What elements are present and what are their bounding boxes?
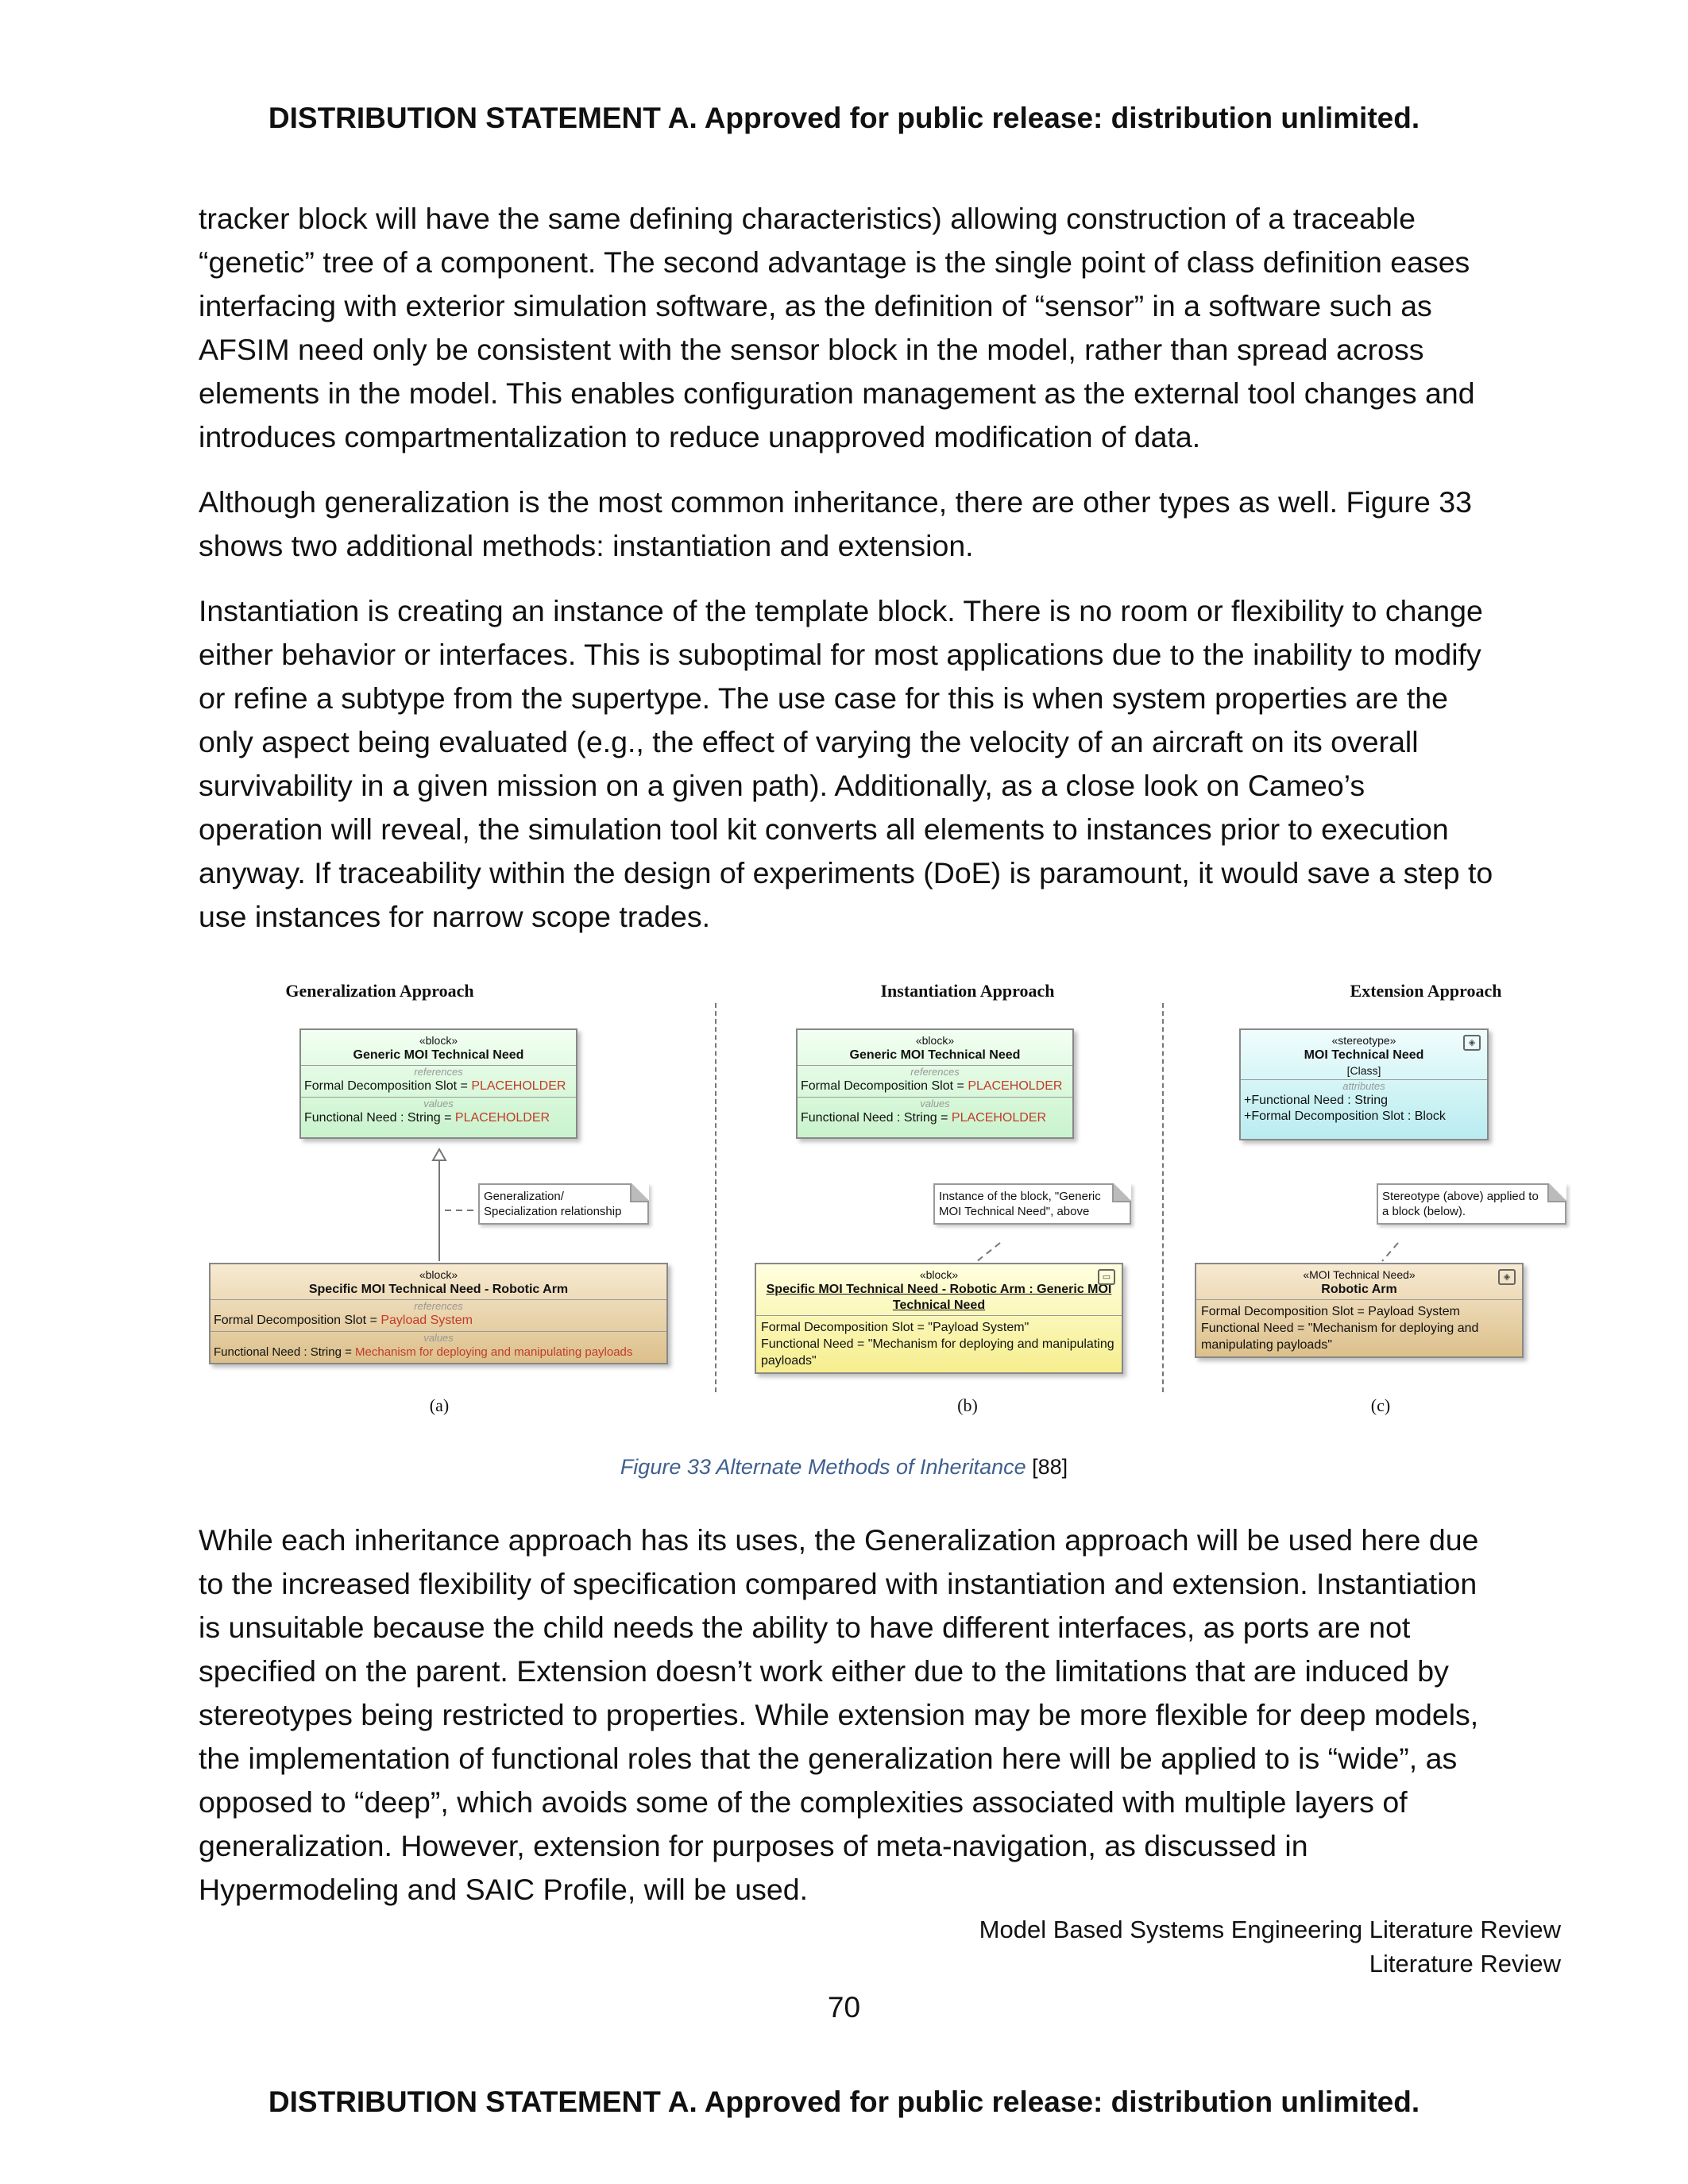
slot-value: Formal Decomposition Slot = Payload System (1201, 1305, 1460, 1318)
distribution-statement-top: DISTRIBUTION STATEMENT A. Approved for public release: distribution unlimited. (268, 102, 1420, 134)
slot-value: Formal Decomposition Slot = "Payload System" (761, 1321, 1029, 1334)
section-label: references (910, 1066, 960, 1078)
property-value: PLACEHOLDER (471, 1079, 566, 1093)
footer-line: Literature Review (1369, 1950, 1561, 1978)
block-name: MOI Technical Need (1304, 1048, 1424, 1062)
metaclass-label: [Class] (1346, 1064, 1381, 1077)
property-key: Formal Decomposition Slot = (304, 1079, 472, 1093)
section-label: references (414, 1300, 463, 1312)
panel-separator (715, 1003, 717, 1392)
footer-title (979, 1912, 1561, 1981)
paragraph: tracker block will have the same defining characteristics) allowing construction of a traceable “genetic” tree of a component. The second advantage is the single point of class definition eases interfacing with exterior simulation software, as the definition of “sensor” in a software such as AFSIM need only be consistent with the sensor block in the model, rather than spread across elements in the model. This enables configuration management as the external tool changes and introduces compartmentalization to reduce unapproved modification of data. (199, 202, 1475, 453)
property-key: Formal Decomposition Slot = (214, 1314, 381, 1327)
generalization-note: Generalization/ Specialization relationship (478, 1183, 649, 1225)
caption-reference: [88] (1032, 1455, 1068, 1479)
instantiation-note: Instance of the block, "Generic MOI Technical Need", above (933, 1183, 1131, 1225)
distribution-statement-bottom: DISTRIBUTION STATEMENT A. Approved for public release: distribution unlimited. (268, 2086, 1420, 2118)
figure-label-c: (c) (1370, 1395, 1391, 1415)
extension-title: Extension Approach (1350, 981, 1502, 1001)
property-value: Mechanism for deploying and manipulating payloads (355, 1345, 633, 1359)
section-label: values (423, 1098, 454, 1109)
figure-label-b: (b) (957, 1395, 978, 1415)
property-key: Functional Need : String = (801, 1111, 952, 1125)
property-value: PLACEHOLDER (968, 1079, 1063, 1093)
instance-block-b (755, 1263, 1123, 1374)
stereotype-label: «MOI Technical Need» (1303, 1268, 1416, 1281)
slot-value: Functional Need = "Mechanism for deploying and manipulating payloads" (761, 1337, 1114, 1368)
paragraph: Although generalization is the most common inheritance, there are other types as well. Figure 33 shows two additional methods: instantiation and extension. (199, 485, 1472, 562)
block-name: Generic MOI Technical Need (353, 1048, 524, 1062)
generic-block-a (299, 1028, 577, 1139)
stereotype-label: «block» (419, 1034, 458, 1047)
section-label: attributes (1342, 1080, 1385, 1092)
instance-icon: ▭ (1098, 1269, 1115, 1285)
generalization-arrowhead (433, 1149, 446, 1160)
stereotype-label: «stereotype» (1331, 1034, 1396, 1047)
attribute-row: +Formal Decomposition Slot : Block (1244, 1109, 1446, 1123)
section-label: references (414, 1066, 463, 1078)
note-anchor-line-c (1382, 1243, 1398, 1261)
instance-name: Specific MOI Technical Need - Robotic Arm : Generic MOI Technical Need (766, 1283, 1112, 1312)
panel-separator (1162, 1003, 1164, 1392)
figure-caption (0, 1455, 1688, 1480)
property-key: Functional Need : String = (304, 1111, 455, 1125)
property-value: PLACEHOLDER (951, 1111, 1047, 1125)
body-text-top (199, 197, 1493, 960)
property-key: Formal Decomposition Slot = (801, 1079, 968, 1093)
footer-line: Model Based Systems Engineering Literature Review (979, 1916, 1561, 1943)
generalization-title: Generalization Approach (285, 981, 474, 1001)
slot-value: Functional Need = "Mechanism for deploying and manipulating payloads" (1201, 1322, 1479, 1352)
property-value: PLACEHOLDER (454, 1111, 550, 1125)
body-text-bottom (199, 1518, 1493, 1933)
stereotype-label: «block» (919, 1268, 959, 1281)
figure-33 (191, 973, 1605, 1449)
stereotype-icon: ◈ (1463, 1035, 1481, 1051)
stereotype-icon: ◈ (1498, 1269, 1516, 1285)
attribute-row: +Functional Need : String (1244, 1094, 1388, 1107)
block-name: Robotic Arm (1321, 1283, 1397, 1296)
paragraph: While each inheritance approach has its uses, the Generalization approach will be used here due to the increased flexibility of specification compared with instantiation and extension. Instantiation is unsuitable because the child needs the ability to have different interfaces, as ports are not specified on the parent. Extension doesn’t work either due to the limitations that are induced by stereotypes being restricted to properties. While extension may be more flexible for deep models, the implementation of functional roles that the generalization here will be applied to is “wide”, as opposed to “deep”, which avoids some of the complexities associated with multiple layers of generalization. However, extension for purposes of meta-navigation, as discussed in Hypermodeling and SAIC Profile, will be used. (199, 1523, 1479, 1906)
applied-block-c (1195, 1263, 1524, 1358)
caption-text: Figure 33 Alternate Methods of Inheritance (620, 1455, 1026, 1479)
stereotype-label: «block» (419, 1268, 458, 1281)
instantiation-title: Instantiation Approach (880, 981, 1055, 1001)
figure-label-a: (a) (429, 1395, 450, 1415)
stereotype-label: «block» (915, 1034, 955, 1047)
specific-block-a (209, 1263, 668, 1364)
generic-block-b (796, 1028, 1074, 1139)
property-key: Functional Need : String = (214, 1345, 356, 1359)
block-name: Generic MOI Technical Need (849, 1048, 1021, 1062)
stereotype-block-c (1239, 1028, 1489, 1140)
section-label: values (423, 1332, 454, 1344)
property-value: Payload System (380, 1314, 473, 1327)
block-name: Specific MOI Technical Need - Robotic Arm (308, 1283, 569, 1296)
paragraph: Instantiation is creating an instance of the template block. There is no room or flexibility to change either behavior or interfaces. This is suboptimal for most applications due to the inability to modify or refine a subtype from the supertype. The use case for this is when system properties are the only aspect being evaluated (e.g., the effect of varying the velocity of an aircraft on its overall survivability in a given mission on a given path). Additionally, as a close look on Cameo’s operation will reveal, the simulation tool kit converts all elements to instances prior to execution anyway. If traceability within the design of experiments (DoE) is paramount, it would save a step to use instances for narrow scope trades. (199, 594, 1493, 933)
page-number: 70 (827, 1991, 861, 2024)
extension-note: Stereotype (above) applied to a block (below). (1377, 1183, 1566, 1225)
section-label: values (920, 1098, 950, 1109)
note-anchor-line-b (977, 1243, 1000, 1261)
